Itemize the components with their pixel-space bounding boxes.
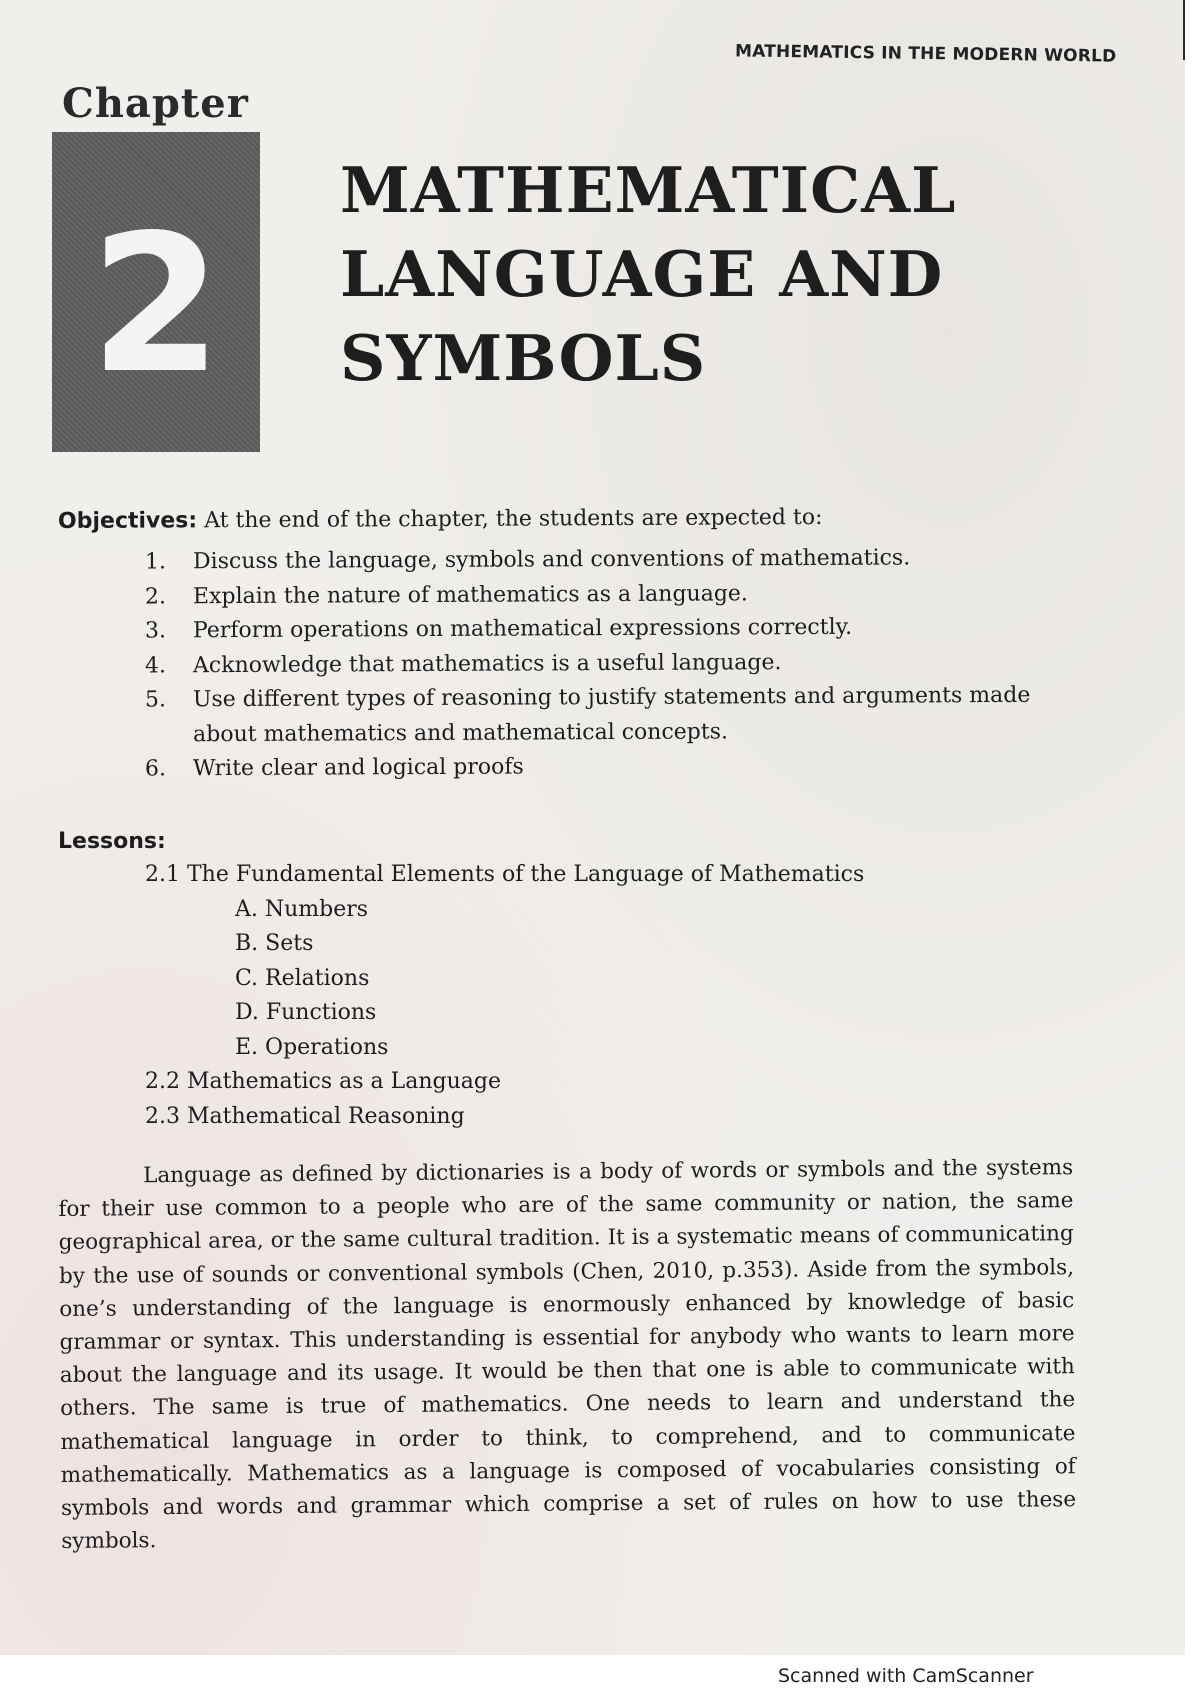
chapter-label: Chapter: [62, 80, 249, 127]
running-head: MATHEMATICS IN THE MODERN WORLD: [734, 41, 1117, 67]
lesson-2-3: 2.3 Mathematical Reasoning: [145, 1103, 465, 1129]
objective-number: 5.: [144, 687, 166, 713]
objective-number: 3.: [144, 618, 167, 644]
objective-text: Use different types of reasoning to justify statements and arguments made about mathematics and mathematical concepts.: [192, 682, 1031, 747]
objective-number: 4.: [144, 652, 167, 678]
chapter-number-box: [52, 132, 260, 452]
lesson-2-1-subtopics: [145, 893, 864, 1066]
lesson-2-1: 2.1 The Fundamental Elements of the Language of Mathematics: [145, 862, 865, 887]
objective-number: 2.: [144, 583, 167, 609]
page-edge-line: [1183, 0, 1185, 60]
objectives-heading: [58, 505, 823, 534]
objectives-label: Objectives:: [57, 508, 198, 535]
objectives-intro: At the end of the chapter, the students are expected to:: [204, 504, 823, 534]
title-line-3: SYMBOLS: [340, 321, 707, 395]
objective-item: [145, 541, 1093, 580]
chapter-number: 2: [89, 194, 223, 415]
objective-text: Write clear and logical proofs: [192, 754, 524, 782]
subtopic-item: E. Operations: [235, 1034, 389, 1060]
subtopic-item: C. Relations: [235, 965, 370, 991]
objective-item: [145, 748, 1093, 787]
objective-item: [145, 679, 1093, 753]
objective-number: 6.: [144, 756, 167, 782]
objective-text: Discuss the language, symbols and conventions of mathematics.: [192, 545, 911, 575]
objective-text: Acknowledge that mathematics is a useful language.: [192, 649, 782, 678]
objective-item: [145, 644, 1093, 683]
objective-number: 1.: [144, 549, 167, 575]
subtopic-item: D. Functions: [235, 1000, 377, 1025]
objectives-list: [145, 543, 1093, 785]
scanner-watermark: Scanned with CamScanner: [778, 1665, 1034, 1687]
subtopic-item: B. Sets: [235, 931, 314, 956]
objective-text: Explain the nature of mathematics as a language.: [192, 580, 748, 609]
lessons-heading: Lessons:: [58, 829, 166, 854]
lesson-2-2: 2.2 Mathematics as a Language: [145, 1069, 501, 1094]
subtopic-item: A. Numbers: [235, 896, 369, 922]
chapter-title: [340, 148, 956, 400]
title-line-1: MATHEMATICAL: [340, 153, 957, 227]
objective-item: [145, 575, 1093, 614]
objective-item: [145, 610, 1093, 649]
title-line-2: LANGUAGE AND: [340, 237, 944, 311]
objective-text: Perform operations on mathematical expressions correctly.: [192, 614, 853, 644]
lessons-list: [145, 858, 864, 1134]
body-paragraph: Language as defined by dictionaries is a body of words or symbols and the systems for their use common to a people who are of the same community or nation, the same geographical area, or the same cultural tradition. It is a systematic means of communicating by the use of sounds or conventional symbols (Chen, 2010, p.353). Aside from the symbols, one’s understanding of the language is enormously enhanced by knowledge of basic grammar or syntax. This understanding is essential for anybody who wants to learn more about the language and its usage. It would be then that one is able to communicate with others. The same is true of mathematics. One needs to learn and understand the mathematical language in order to think, to comprehend, and to communicate mathematically. Mathematics as a language is composed of vocabularies consisting of symbols and words and grammar which comprise a set of rules on how to use these symbols.: [58, 1155, 1077, 1555]
